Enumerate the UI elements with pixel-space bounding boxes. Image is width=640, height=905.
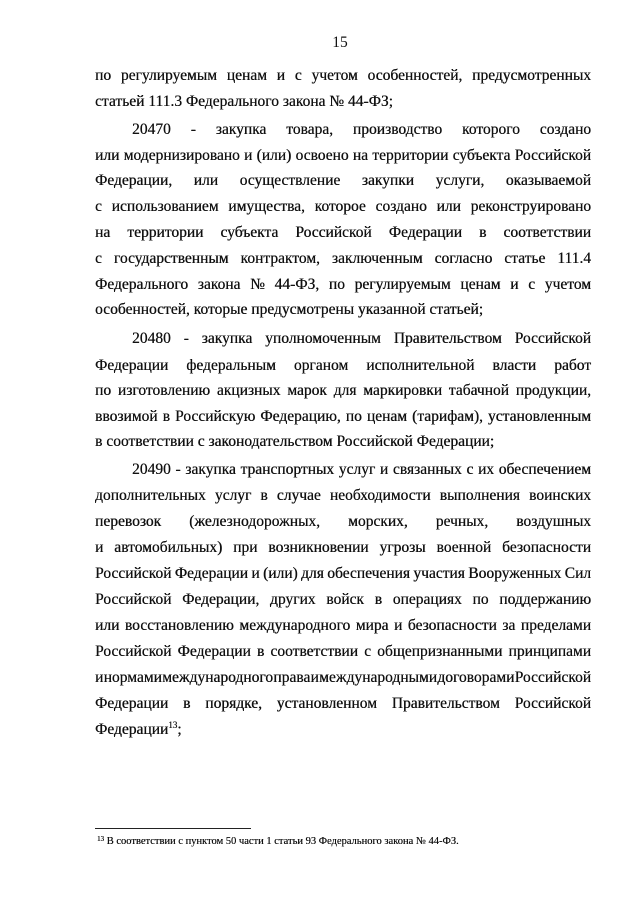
last-line-tail: ; xyxy=(177,721,182,738)
text-line-content: с использованием имущества, которое создано или реконструировано xyxy=(95,198,591,215)
text-line-content: 20470 - закупка товара, производство которого создано xyxy=(132,121,591,138)
text-line xyxy=(132,330,591,348)
text-line xyxy=(95,408,591,426)
text-line xyxy=(132,461,591,479)
text-line-content: или модернизировано и (или) освоено на территории субъекта Российской xyxy=(95,147,591,164)
text-line-content: с государственным контрактом, заключенным согласно статье 111.4 xyxy=(95,250,591,267)
text-line-content: перевозок (железнодорожных, морских, речных, воздушных xyxy=(95,513,591,530)
last-line-text: Федерации xyxy=(95,721,169,738)
text-line xyxy=(95,382,591,400)
footnote-text: В соответствии с пунктом 50 части 1 статьи 93 Федерального закона № 44-ФЗ. xyxy=(106,836,459,847)
text-line xyxy=(95,669,591,687)
text-line-content: дополнительных услуг в случае необходимости выполнения воинских xyxy=(95,487,591,504)
text-line xyxy=(95,67,591,85)
text-line-content: Российской Федерации, других войск в операциях по поддержанию xyxy=(95,591,591,608)
page-number: 15 xyxy=(332,34,348,51)
text-line xyxy=(95,147,591,165)
text-line xyxy=(95,172,591,190)
text-line xyxy=(95,250,591,268)
text-line-content: статьей 111.3 Федерального закона № 44-ФЗ; xyxy=(95,93,393,110)
text-line xyxy=(95,513,591,531)
footnote-divider xyxy=(95,828,251,829)
text-line xyxy=(95,591,591,609)
text-line xyxy=(95,224,591,242)
text-line-content: ввозимой в Российскую Федерацию, по ценам (тарифам), установленным xyxy=(95,408,591,425)
text-line xyxy=(95,357,591,375)
text-line xyxy=(95,433,591,451)
text-line-content: и автомобильных) при возникновении угрозы военной безопасности xyxy=(95,539,591,556)
text-line xyxy=(95,721,591,739)
text-line xyxy=(95,617,591,635)
text-line-content: 20490 - закупка транспортных услуг и связанных с их обеспечением xyxy=(132,461,591,478)
text-line-content: Российской Федерации и (или) для обеспечения участия Вооруженных Сил xyxy=(95,565,591,582)
footnote xyxy=(97,836,459,847)
text-line xyxy=(95,565,591,583)
text-line-content: на территории субъекта Российской Федерации в соответствии xyxy=(95,224,591,241)
text-line-content: и нормами международного права и международными договорами Российской xyxy=(95,669,591,686)
text-line-content: по изготовлению акцизных марок для маркировки табачной продукции, xyxy=(95,382,591,399)
text-line-content: Федерального закона № 44-ФЗ, по регулируемым ценам и с учетом xyxy=(95,276,591,293)
text-line-content: Федерации федеральным органом исполнительной власти работ xyxy=(95,357,591,374)
text-line-content: или восстановлению международного мира и безопасности за пределами xyxy=(95,617,591,634)
text-line-content: Федерации в порядке, установленном Правительством Российской xyxy=(95,695,591,712)
footnote-marker: 13 xyxy=(97,835,104,843)
text-line-content: по регулируемым ценам и с учетом особенностей, предусмотренных xyxy=(95,67,591,84)
text-line xyxy=(95,643,591,661)
text-line-content: 20480 - закупка уполномоченным Правительством Российской xyxy=(132,330,591,347)
text-line xyxy=(95,695,591,713)
text-line xyxy=(95,276,591,294)
text-line-content: особенностей, которые предусмотрены указанной статьей; xyxy=(95,301,484,318)
text-line xyxy=(95,539,591,557)
text-line xyxy=(95,198,591,216)
footnote-reference[interactable]: 13 xyxy=(168,720,178,730)
text-line xyxy=(95,93,591,111)
text-line xyxy=(95,487,591,505)
text-line xyxy=(95,301,591,319)
text-line-content: Российской Федерации в соответствии с общепризнанными принципами xyxy=(95,643,591,660)
text-line xyxy=(132,121,591,139)
text-line-content: в соответствии с законодательством Российской Федерации; xyxy=(95,433,495,450)
text-line-content: Федерации, или осуществление закупки услуги, оказываемой xyxy=(95,172,591,189)
